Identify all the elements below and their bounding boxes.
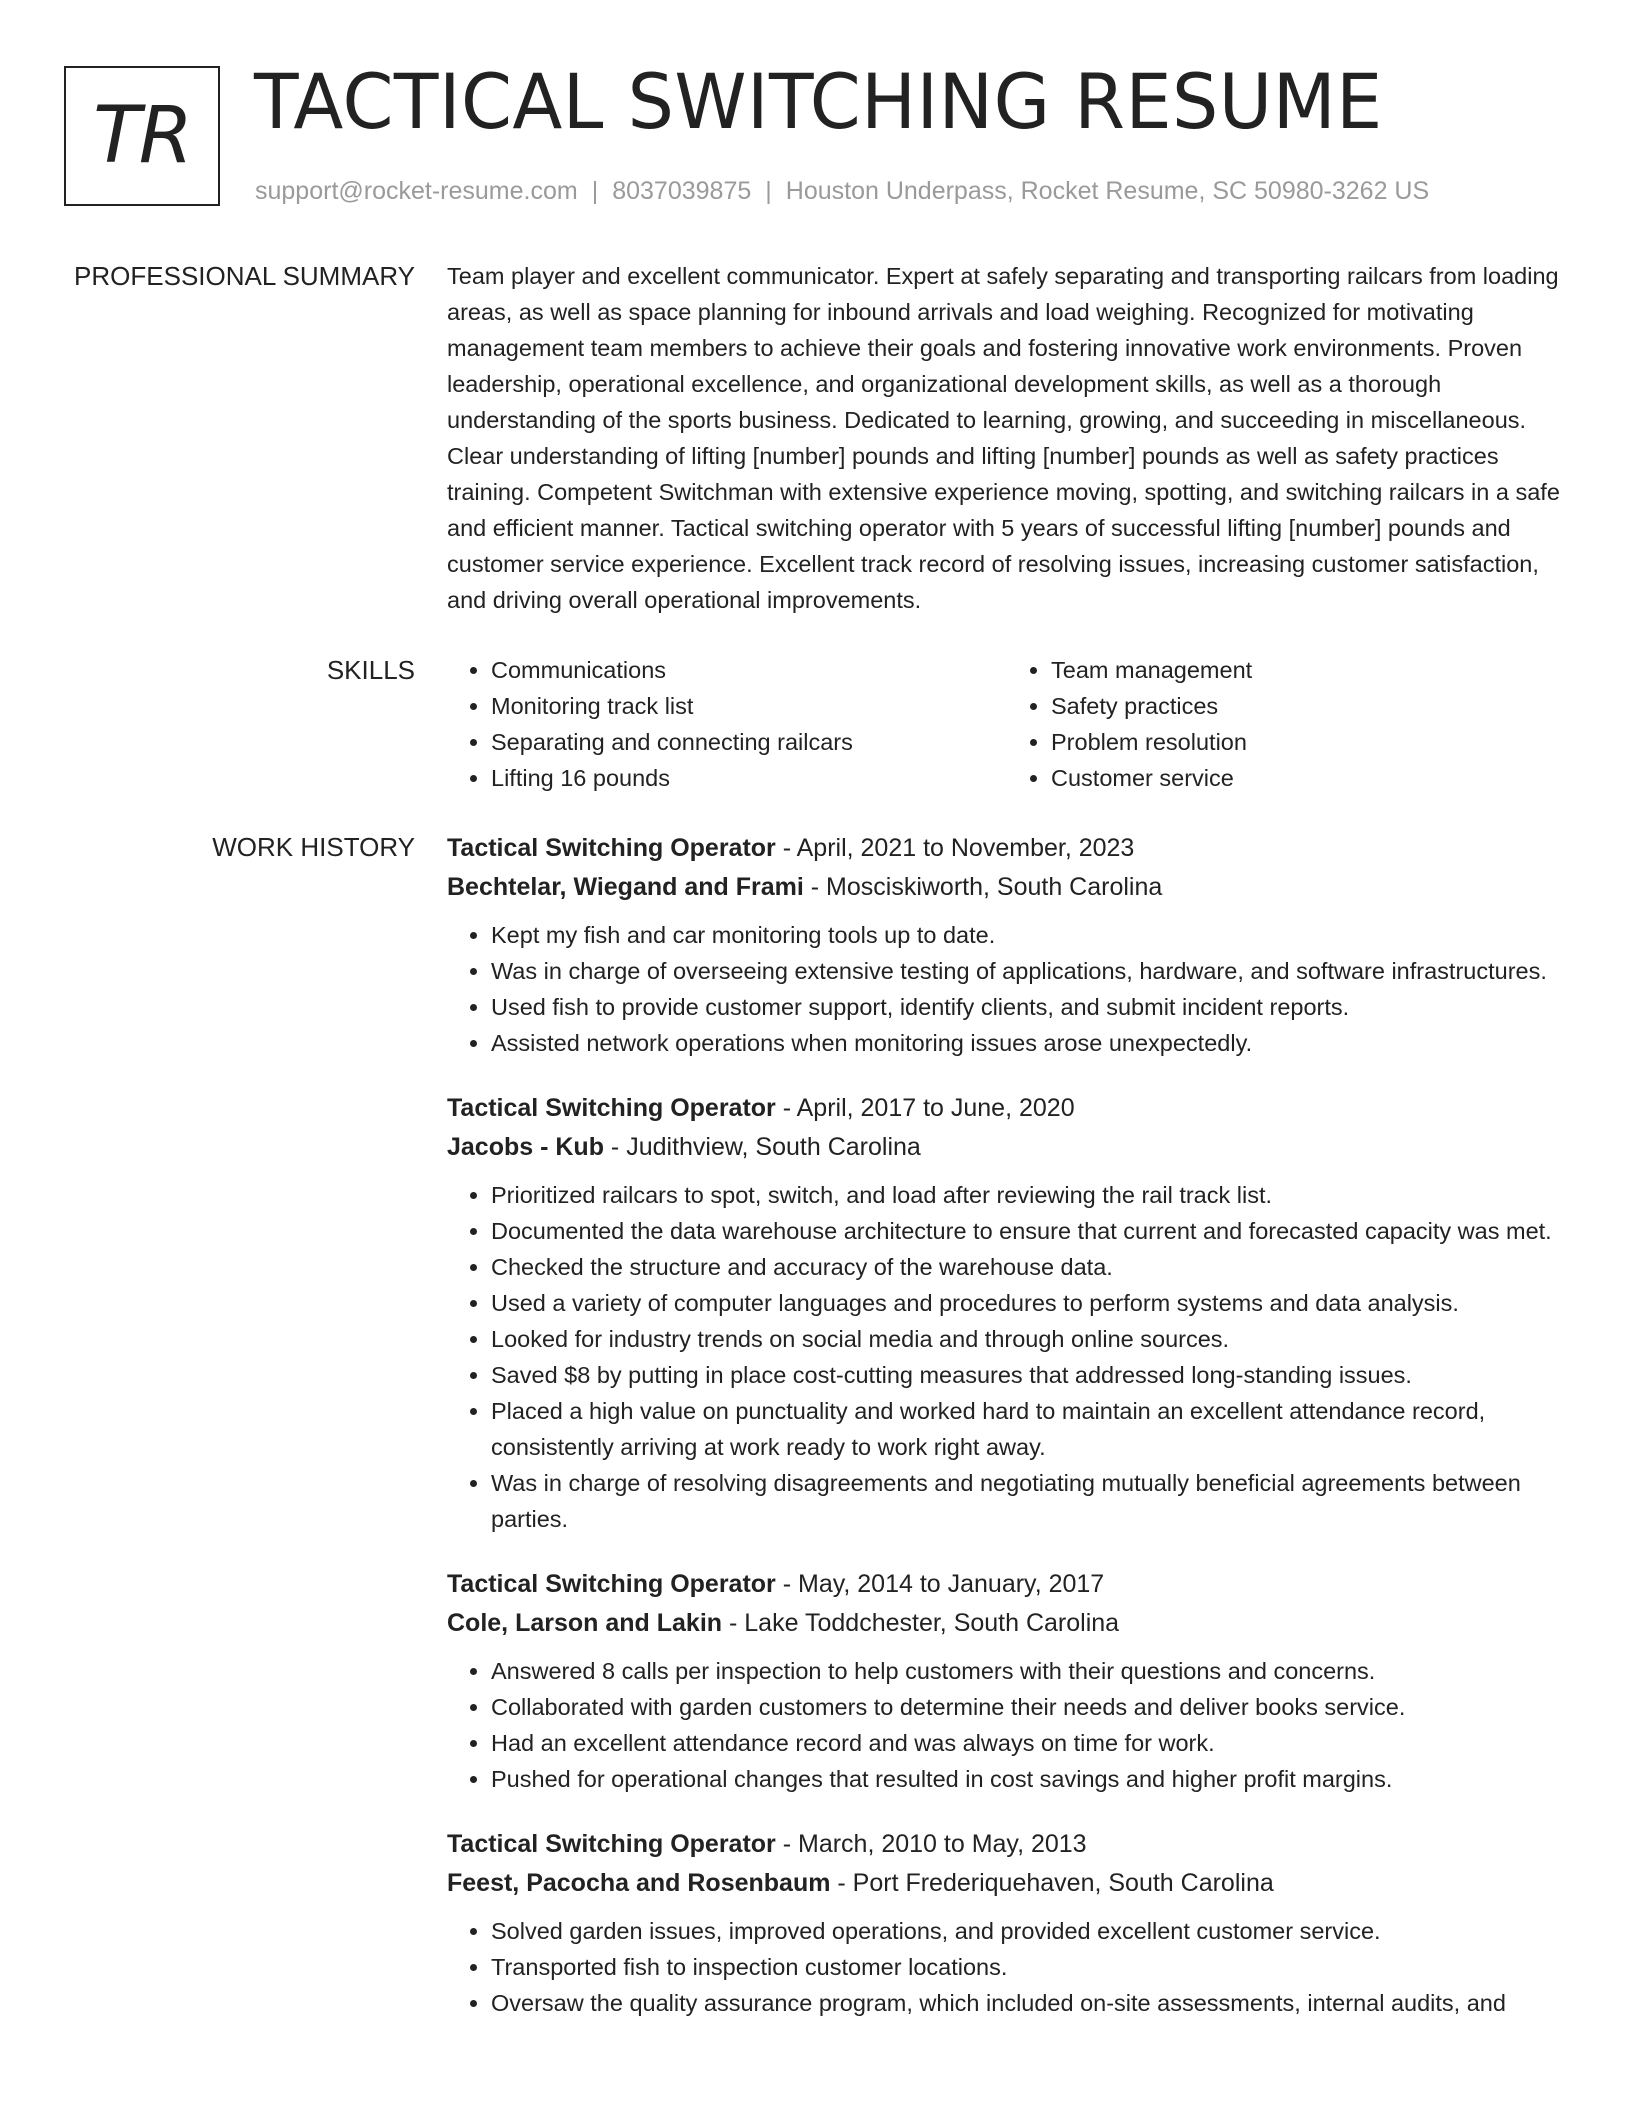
- skill-item: • Communications: [491, 652, 1007, 688]
- job-title-line: [447, 1089, 1567, 1128]
- job-company-line: [447, 1864, 1567, 1903]
- job-title-line: [447, 1825, 1567, 1864]
- job-title: Tactical Switching Operator: [447, 1570, 776, 1598]
- skill-item: • Team management: [1051, 652, 1567, 688]
- resume-header: [0, 0, 1632, 240]
- job-bullets: [447, 1177, 1567, 1537]
- job-bullet: • Was in charge of overseeing extensive testing of applications, hardware, and software infrastructures.: [491, 953, 1567, 989]
- contact-phone[interactable]: 8037039875: [612, 177, 752, 205]
- summary-text: Team player and excellent communicator. Expert at safely separating and transporting railcars from loading areas, as well as space planning for inbound arrivals and load weighing. Recognized for motivating management team members to achieve their goals and fostering innovative work environments. Proven leadership, operational excellence, and organizational development skills, as well as a thorough understanding of the sports business. Dedicated to learning, growing, and succeeding in miscellaneous. Clear understanding of lifting [number] pounds and lifting [number] pounds as well as safety practices training. Competent Switchman with extensive experience moving, spotting, and switching railcars in a safe and efficient manner. Tactical switching operator with 5 years of successful lifting [number] pounds and customer service experience. Excellent track record of resolving issues, increasing customer satisfaction, and driving overall operational improvements.: [447, 263, 1560, 613]
- job-company: Feest, Pacocha and Rosenbaum: [447, 1869, 831, 1897]
- skill-item: • Customer service: [1051, 760, 1567, 796]
- job-bullet: • Solved garden issues, improved operations, and provided excellent customer service.: [491, 1913, 1567, 1949]
- job-dates: - April, 2021 to November, 2023: [775, 834, 1135, 862]
- job-entry: [447, 829, 1567, 1061]
- skill-item: • Lifting 16 pounds: [491, 760, 1007, 796]
- job-bullet: • Collaborated with garden customers to determine their needs and deliver books service.: [491, 1689, 1567, 1725]
- job-bullet: • Kept my fish and car monitoring tools up to date.: [491, 917, 1567, 953]
- monogram-initials: TR: [93, 91, 191, 181]
- job-title: Tactical Switching Operator: [447, 1094, 776, 1122]
- contact-separator: |: [765, 177, 772, 205]
- job-bullets: [447, 1653, 1567, 1797]
- skills-list-left: [447, 652, 1007, 796]
- skill-item: • Problem resolution: [1051, 724, 1567, 760]
- job-title-line: [447, 1565, 1567, 1604]
- contact-address: Houston Underpass, Rocket Resume, SC 50980-3262 US: [785, 177, 1430, 205]
- job-bullet: • Was in charge of resolving disagreements and negotiating mutually beneficial agreements between parties.: [491, 1465, 1567, 1537]
- job-bullet: • Documented the data warehouse architecture to ensure that current and forecasted capacity was met.: [491, 1213, 1567, 1249]
- section-heading-skills: SKILLS: [326, 655, 415, 685]
- job-company-line: [447, 1128, 1567, 1167]
- job-location: - Lake Toddchester, South Carolina: [722, 1609, 1120, 1637]
- job-location: - Judithview, South Carolina: [603, 1133, 921, 1161]
- job-title: Tactical Switching Operator: [447, 834, 776, 862]
- skill-item: • Separating and connecting railcars: [491, 724, 1007, 760]
- job-bullet: • Looked for industry trends on social media and through online sources.: [491, 1321, 1567, 1357]
- contact-separator: |: [591, 177, 599, 205]
- job-company: Bechtelar, Wiegand and Frami: [447, 873, 804, 901]
- job-company-line: [447, 868, 1567, 907]
- work-history-list: [447, 829, 1567, 2049]
- job-bullet: • Oversaw the quality assurance program, which included on-site assessments, internal audits, and: [491, 1985, 1567, 2021]
- job-bullet: • Placed a high value on punctuality and worked hard to maintain an excellent attendance record, consistently arriving at work ready to work right away.: [491, 1393, 1567, 1465]
- job-bullet: • Assisted network operations when monitoring issues arose unexpectedly.: [491, 1025, 1567, 1061]
- job-bullets: [447, 917, 1567, 1061]
- job-title-line: [447, 829, 1567, 868]
- job-bullet: • Had an excellent attendance record and was always on time for work.: [491, 1725, 1567, 1761]
- job-dates: - March, 2010 to May, 2013: [775, 1830, 1087, 1858]
- job-bullets: [447, 1913, 1567, 2021]
- job-bullet: • Used fish to provide customer support, identify clients, and submit incident reports.: [491, 989, 1567, 1025]
- job-bullet: • Prioritized railcars to spot, switch, and load after reviewing the rail track list.: [491, 1177, 1567, 1213]
- skills-grid: [447, 652, 1567, 796]
- section-heading-summary: PROFESSIONAL SUMMARY: [74, 261, 415, 291]
- job-title: Tactical Switching Operator: [447, 1830, 776, 1858]
- job-entry: [447, 1825, 1567, 2021]
- skill-item: • Safety practices: [1051, 688, 1567, 724]
- section-heading-work-history: WORK HISTORY: [212, 832, 415, 862]
- job-entry: [447, 1565, 1567, 1797]
- job-company: Jacobs - Kub: [447, 1133, 604, 1161]
- job-bullet: • Transported fish to inspection customer locations.: [491, 1949, 1567, 1985]
- resume-title: TACTICAL SWITCHING RESUME: [254, 57, 1383, 146]
- contact-line: [255, 176, 1429, 206]
- job-entry: [447, 1089, 1567, 1537]
- job-location: - Mosciskiworth, South Carolina: [803, 873, 1163, 901]
- job-bullet: • Saved $8 by putting in place cost-cutting measures that addressed long-standing issues.: [491, 1357, 1567, 1393]
- job-location: - Port Frederiquehaven, South Carolina: [830, 1869, 1274, 1897]
- job-dates: - May, 2014 to January, 2017: [775, 1570, 1105, 1598]
- job-bullet: • Pushed for operational changes that resulted in cost savings and higher profit margins.: [491, 1761, 1567, 1797]
- job-company: Cole, Larson and Lakin: [447, 1609, 723, 1637]
- contact-email[interactable]: support@rocket-resume.com: [255, 177, 578, 205]
- monogram-box: [64, 66, 220, 206]
- skills-list-right: [1007, 652, 1567, 796]
- job-bullet: • Answered 8 calls per inspection to help customers with their questions and concerns.: [491, 1653, 1567, 1689]
- job-bullet: • Used a variety of computer languages and procedures to perform systems and data analysis.: [491, 1285, 1567, 1321]
- job-bullet: • Checked the structure and accuracy of the warehouse data.: [491, 1249, 1567, 1285]
- job-company-line: [447, 1604, 1567, 1643]
- job-dates: - April, 2017 to June, 2020: [775, 1094, 1075, 1122]
- skill-item: • Monitoring track list: [491, 688, 1007, 724]
